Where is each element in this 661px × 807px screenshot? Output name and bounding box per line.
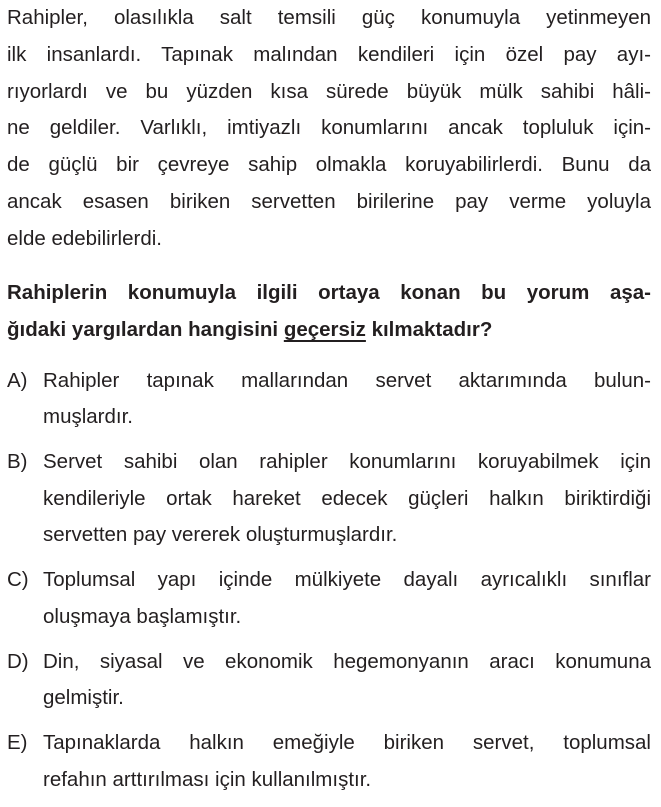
passage-line: de güçlü bir çevreye sahip olmakla koruyabilirlerdi. Bunu da <box>7 153 651 177</box>
option-letter: D) <box>7 649 29 673</box>
passage-line: elde edebilirlerdi. <box>7 226 162 250</box>
option-line: muşlardır. <box>43 405 133 429</box>
option-line: Servet sahibi olan rahipler konumlarını koruyabilmek için <box>43 450 651 474</box>
option-line: Din, siyasal ve ekonomik hegemonyanın aracı konumuna <box>43 649 651 673</box>
option-a[interactable] <box>7 363 651 436</box>
option-line: gelmiştir. <box>43 686 124 710</box>
question-text-before: ğıdaki yargılardan hangisini <box>7 318 284 342</box>
passage-line: ancak esasen biriken servetten birilerine pay verme yoluyla <box>7 189 651 213</box>
option-c[interactable] <box>7 562 651 635</box>
option-letter: A) <box>7 368 28 392</box>
option-line: oluşmaya başlamıştır. <box>43 604 242 628</box>
option-line: Toplumsal yapı içinde mülkiyete dayalı ayrıcalıklı sınıflar <box>43 568 651 592</box>
option-line: refahın arttırılması için kullanılmıştır. <box>43 767 372 791</box>
option-letter: C) <box>7 568 29 592</box>
question-line-2 <box>7 311 651 349</box>
option-d[interactable] <box>7 644 651 717</box>
passage-line: rıyorlardı ve bu yüzden kısa sürede büyük mülk sahibi hâli- <box>7 79 651 103</box>
underlined-keyword: geçersiz <box>283 318 366 342</box>
passage-line: ilk insanlardı. Tapınak malından kendileri için özel pay ayı- <box>7 42 651 66</box>
question-line-1: Rahiplerin konumuyla ilgili ortaya konan bu yorum aşa- <box>7 280 651 304</box>
passage-text <box>7 0 651 258</box>
passage-line: ne geldiler. Varlıklı, imtiyazlı konumlarını ancak topluluk için- <box>7 116 651 140</box>
option-line: Rahipler tapınak mallarından servet aktarımında bulun- <box>43 368 651 392</box>
passage-line: Rahipler, olasılıkla salt temsili güç konumuyla yetinmeyen <box>7 6 651 29</box>
option-line: servetten pay vererek oluşturmuşlardır. <box>43 523 398 547</box>
option-line: Tapınaklarda halkın emeğiyle biriken servet, toplumsal <box>43 731 651 755</box>
question-page <box>7 0 651 807</box>
option-letter: B) <box>7 450 28 474</box>
question-stem <box>7 274 651 349</box>
option-line: kendileriyle ortak hareket edecek güçleri halkın biriktirdiği <box>43 486 651 510</box>
answer-options <box>7 363 651 799</box>
question-text-after: kılmaktadır? <box>365 318 493 342</box>
option-e[interactable] <box>7 725 651 798</box>
option-b[interactable] <box>7 444 651 554</box>
option-letter: E) <box>7 731 28 755</box>
